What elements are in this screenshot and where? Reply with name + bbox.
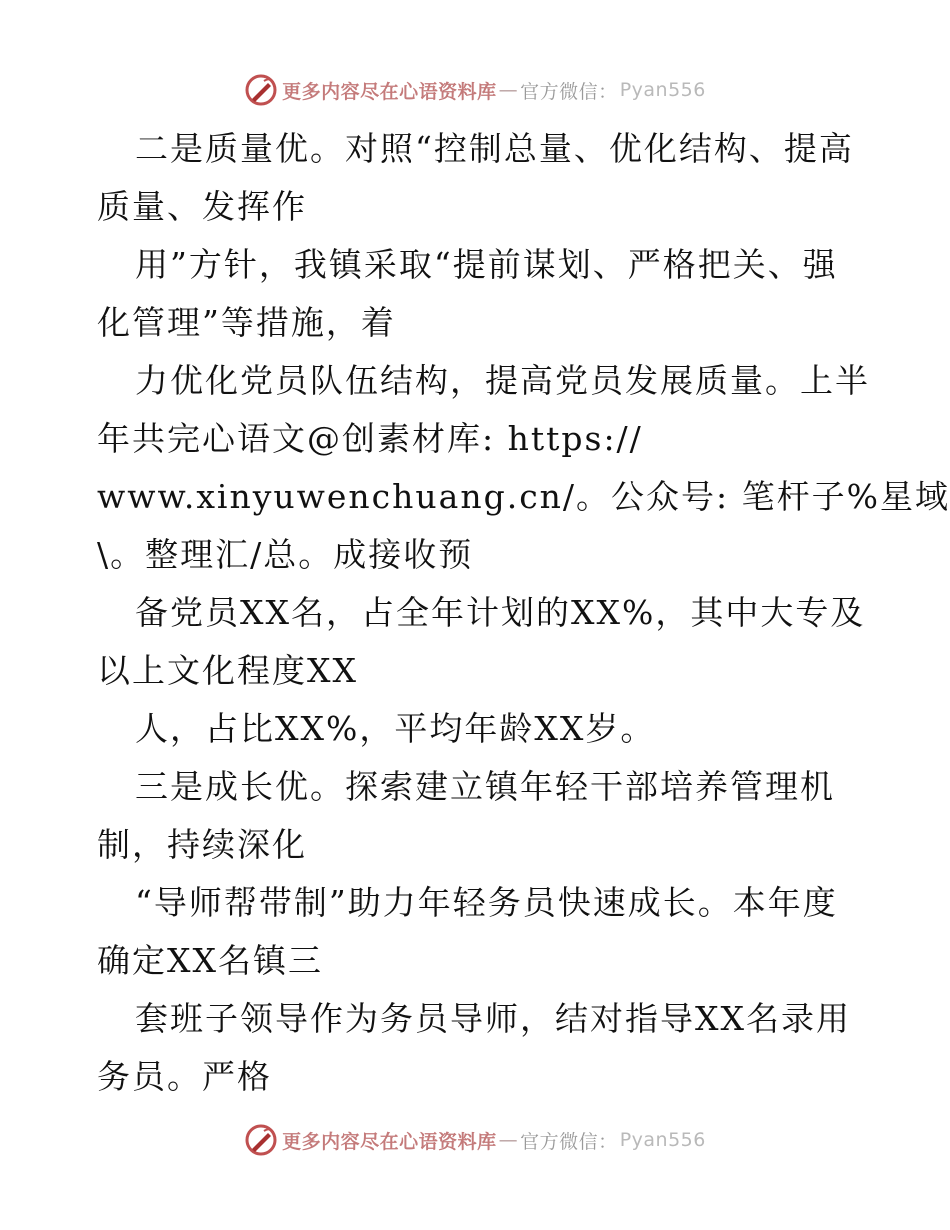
text-line: 以上文化程度XX <box>97 651 358 690</box>
text-line: \。整理汇/总。成接收预 <box>97 535 474 574</box>
pen-logo-icon <box>244 73 278 107</box>
text-line: 化管理”等措施，着 <box>97 303 396 342</box>
text-line: 三是成长优。探索建立镇年轻干部培养管理机 <box>135 767 835 806</box>
watermark-brand: 更多内容尽在心语资料库 <box>282 80 497 103</box>
document-body <box>97 120 950 1106</box>
text-line: 制，持续深化 <box>97 825 307 864</box>
text-line: 年共完心语文@创素材库: https:// <box>97 419 643 458</box>
watermark-separator: — <box>498 79 519 101</box>
text-line: 套班子领导作为务员导师，结对指导XX名录用 <box>135 999 851 1038</box>
header-watermark <box>0 70 950 110</box>
text-line: 用”方针，我镇采取“提前谋划、严格把关、强 <box>135 245 838 284</box>
text-line: 确定XX名镇三 <box>97 941 323 980</box>
watermark-wechat-id: Pyan556 <box>619 1129 706 1151</box>
text-line: 备党员XX名，占全年计划的XX%，其中大专及 <box>135 593 866 632</box>
footer-watermark <box>0 1120 950 1160</box>
text-line: 二是质量优。对照“控制总量、优化结构、提高 <box>135 129 854 168</box>
watermark-official-label: 官方微信： <box>520 1130 618 1153</box>
text-line: 人，占比XX%，平均年龄XX岁。 <box>135 709 656 748</box>
text-line: www.xinyuwenchuang.cn/。公众号: 笔杆子%星域 <box>97 477 950 516</box>
watermark-official-label: 官方微信： <box>520 80 618 103</box>
text-line: 务员。严格 <box>97 1057 272 1096</box>
watermark-wechat-id: Pyan556 <box>619 79 706 101</box>
watermark-brand: 更多内容尽在心语资料库 <box>282 1130 497 1153</box>
watermark-separator: — <box>498 1129 519 1151</box>
text-line: 力优化党员队伍结构，提高党员发展质量。上半 <box>135 361 870 400</box>
text-line: “导师帮带制”助力年轻务员快速成长。本年度 <box>135 883 838 922</box>
pen-logo-icon <box>244 1123 278 1157</box>
text-line: 质量、发挥作 <box>97 187 307 226</box>
